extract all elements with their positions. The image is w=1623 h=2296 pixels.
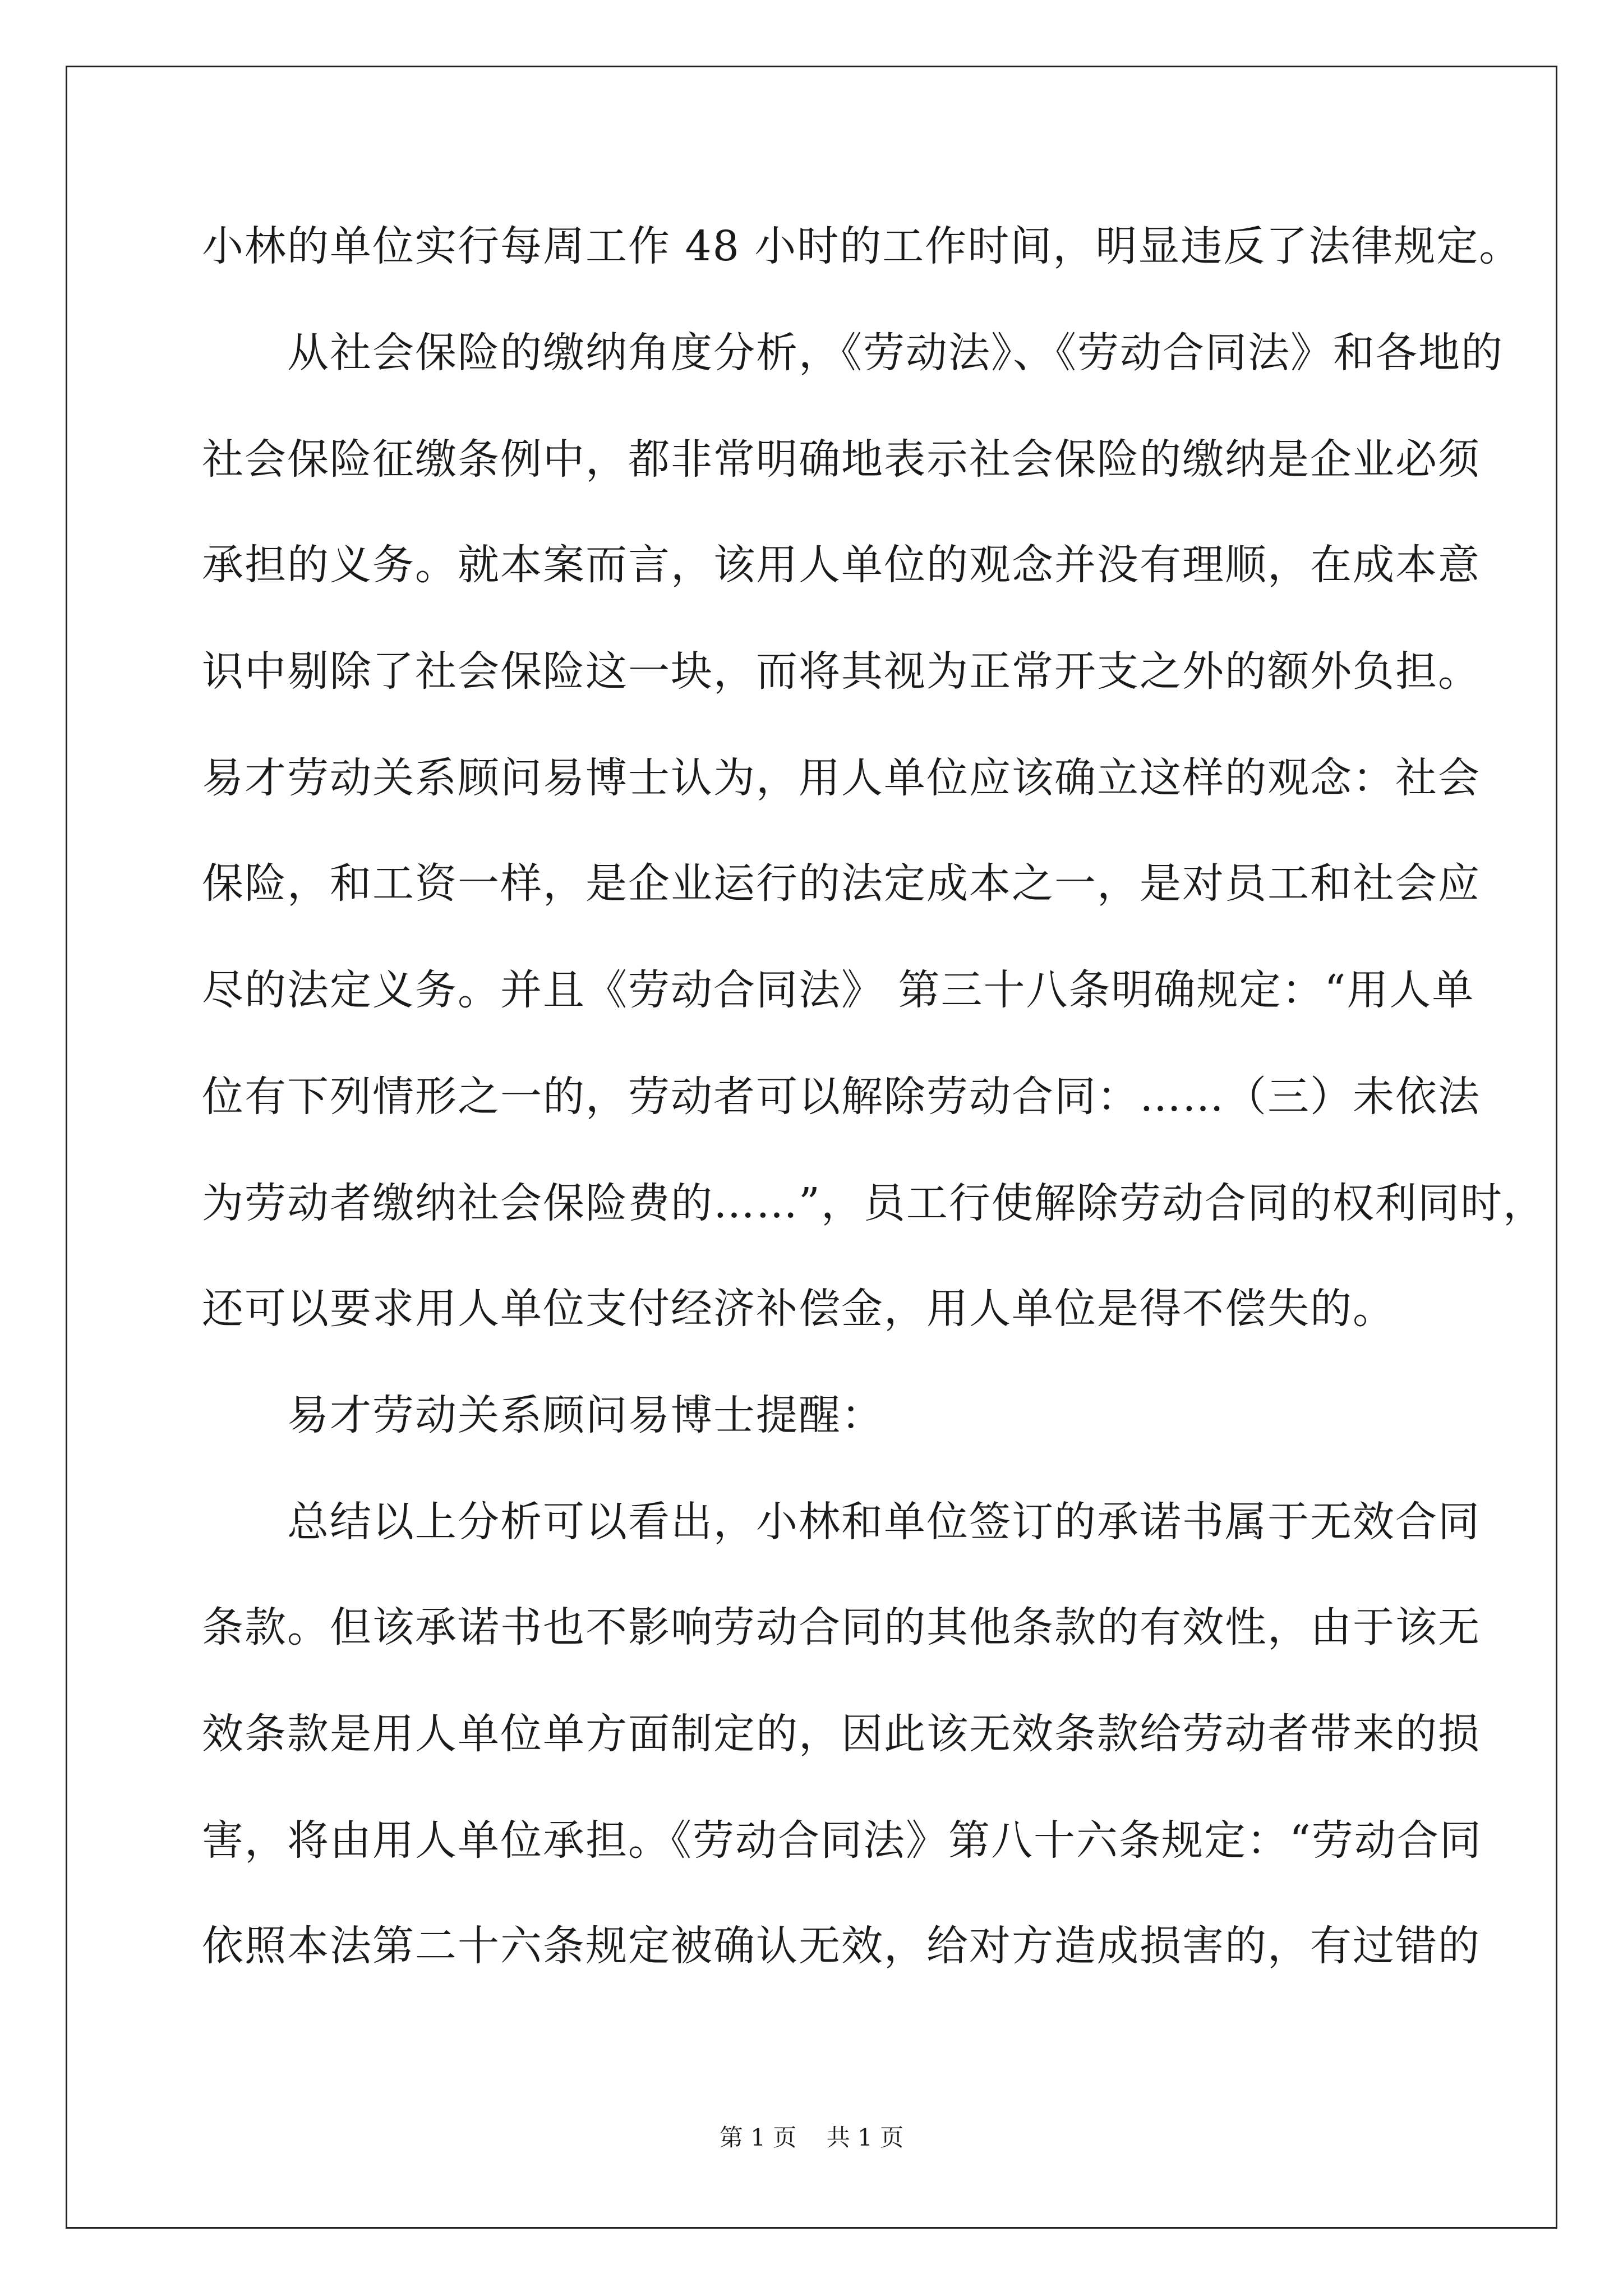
text-line: 识中剔除了社会保险这一块，而将其视为正常开支之外的额外负担。 (202, 647, 1481, 696)
page-total: 共 1 页 (826, 2124, 904, 2151)
page-footer (0, 2126, 1623, 2150)
page-border (66, 66, 1557, 2229)
text-line: 为劳动者缴纳社会保险费的……”，员工行使解除劳动合同的权利同时， (202, 1179, 1546, 1227)
text-line: 保险，和工资一样，是企业运行的法定成本之一，是对员工和社会应 (202, 859, 1481, 908)
text-line: 小林的单位实行每周工作 48 小时的工作时间，明显违反了法律规定。 (202, 222, 1522, 270)
text-line: 位有下列情形之一的，劳动者可以解除劳动合同：……（三）未依法 (202, 1073, 1481, 1121)
text-line: 依照本法第二十六条规定被确认无效，给对方造成损害的，有过错的 (202, 1922, 1481, 1970)
text-line: 尽的法定义务。并且《劳动合同法》 第三十八条明确规定：“用人单 (202, 966, 1475, 1014)
text-line: 效条款是用人单位单方面制定的，因此该无效条款给劳动者带来的损 (202, 1710, 1481, 1758)
page-number: 第 1 页 (719, 2124, 797, 2151)
text-line: 社会保险征缴条例中，都非常明确地表示社会保险的缴纳是企业必须 (202, 435, 1481, 484)
text-line: 还可以要求用人单位支付经济补偿金，用人单位是得不偿失的。 (202, 1285, 1395, 1333)
text-line: 条款。但该承诺书也不影响劳动合同的其他条款的有效性，由于该无 (202, 1603, 1481, 1651)
text-line: 从社会保险的缴纳角度分析，《劳动法》、《劳动合同法》和各地的 (202, 329, 1504, 377)
text-line: 易才劳动关系顾问易博士认为，用人单位应该确立这样的观念：社会 (202, 754, 1481, 802)
text-line: 总结以上分析可以看出，小林和单位签订的承诺书属于无效合同 (202, 1498, 1481, 1546)
text-line: 承担的义务。就本案而言，该用人单位的观念并没有理顺，在成本意 (202, 541, 1481, 589)
text-line: 易才劳动关系顾问易博士提醒： (202, 1391, 884, 1439)
text-line: 害，将由用人单位承担。《劳动合同法》第八十六条规定：“劳动合同 (202, 1816, 1482, 1865)
